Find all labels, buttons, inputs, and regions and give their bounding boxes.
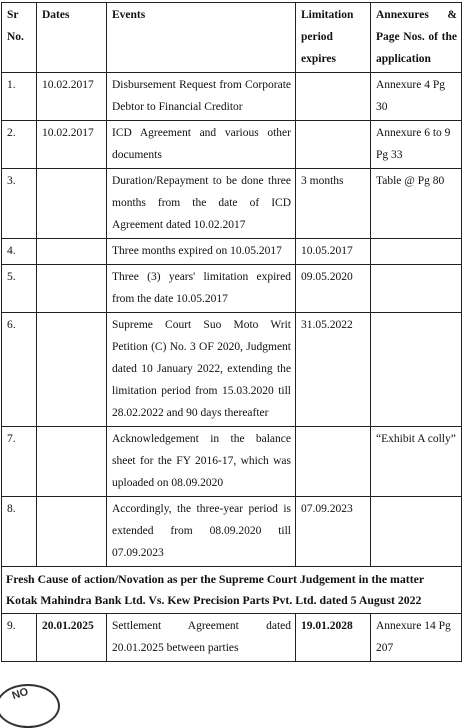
table-row: [2, 239, 462, 265]
row-annexure: [371, 265, 462, 313]
row-limitation: 19.01.2028: [296, 614, 371, 662]
row-date: [37, 427, 107, 497]
row-event: Supreme Court Suo Moto Writ Petition (C) No. 3 OF 2020, Judgment dated 10 January 2022, extending the limitation period from 15.03.2020 till 28.02.2022 and 90 days thereafter: [107, 313, 296, 427]
table-row: [2, 614, 462, 662]
section-note: Fresh Cause of action/Novation as per the Supreme Court Judgement in the matter Kotak Mahindra Bank Ltd. Vs. Kew Precision Parts Pvt. Ltd. dated 5 August 2022: [2, 567, 462, 614]
row-date: [37, 313, 107, 427]
row-date: [37, 239, 107, 265]
row-event: Acknowledgement in the balance sheet for the FY 2016-17, which was uploaded on 08.09.2020: [107, 427, 296, 497]
row-limitation: 07.09.2023: [296, 497, 371, 567]
row-sr: 9.: [2, 614, 37, 662]
row-date: [37, 265, 107, 313]
table-row: [2, 73, 462, 121]
row-event: Three months expired on 10.05.2017: [107, 239, 296, 265]
row-sr: 8.: [2, 497, 37, 567]
row-annexure: Annexure 14 Pg 207: [371, 614, 462, 662]
table-row: [2, 313, 462, 427]
seal-stamp: [0, 684, 60, 728]
row-annexure: [371, 239, 462, 265]
row-date: 10.02.2017: [37, 121, 107, 169]
section-note-row: [2, 567, 462, 614]
row-event: Settlement Agreement dated 20.01.2025 between parties: [107, 614, 296, 662]
table-row: [2, 497, 462, 567]
row-date: 10.02.2017: [37, 73, 107, 121]
row-limitation: 09.05.2020: [296, 265, 371, 313]
table-row: [2, 169, 462, 239]
header-annexures: Annexures & Page Nos. of the application: [371, 3, 462, 73]
row-annexure: Annexure 6 to 9 Pg 33: [371, 121, 462, 169]
row-date: 20.01.2025: [37, 614, 107, 662]
row-limitation: [296, 121, 371, 169]
row-limitation: 3 months: [296, 169, 371, 239]
row-sr: 1.: [2, 73, 37, 121]
header-dates: Dates: [37, 3, 107, 73]
header-row: [2, 3, 462, 73]
row-annexure: [371, 313, 462, 427]
header-limitation: Limitation period expires: [296, 3, 371, 73]
row-event: Accordingly, the three-year period is extended from 08.09.2020 till 07.09.2023: [107, 497, 296, 567]
row-event: Duration/Repayment to be done three months from the date of ICD Agreement dated 10.02.2017: [107, 169, 296, 239]
row-date: [37, 169, 107, 239]
row-annexure: Table @ Pg 80: [371, 169, 462, 239]
row-date: [37, 497, 107, 567]
table-row: [2, 121, 462, 169]
row-sr: 3.: [2, 169, 37, 239]
stamp-text: NO: [10, 685, 30, 703]
row-sr: 7.: [2, 427, 37, 497]
header-sr: Sr No.: [2, 3, 37, 73]
table-row: [2, 265, 462, 313]
events-table: [1, 2, 462, 662]
header-events: Events: [107, 3, 296, 73]
row-annexure: Annexure 4 Pg 30: [371, 73, 462, 121]
row-limitation: [296, 427, 371, 497]
row-limitation: [296, 73, 371, 121]
row-event: ICD Agreement and various other documents: [107, 121, 296, 169]
row-sr: 5.: [2, 265, 37, 313]
row-event: Disbursement Request from Corporate Debtor to Financial Creditor: [107, 73, 296, 121]
row-sr: 2.: [2, 121, 37, 169]
row-sr: 4.: [2, 239, 37, 265]
row-event: Three (3) years' limitation expired from the date 10.05.2017: [107, 265, 296, 313]
table-row: [2, 427, 462, 497]
row-annexure: [371, 497, 462, 567]
row-limitation: 10.05.2017: [296, 239, 371, 265]
row-sr: 6.: [2, 313, 37, 427]
row-limitation: 31.05.2022: [296, 313, 371, 427]
row-annexure: “Exhibit A colly”: [371, 427, 462, 497]
